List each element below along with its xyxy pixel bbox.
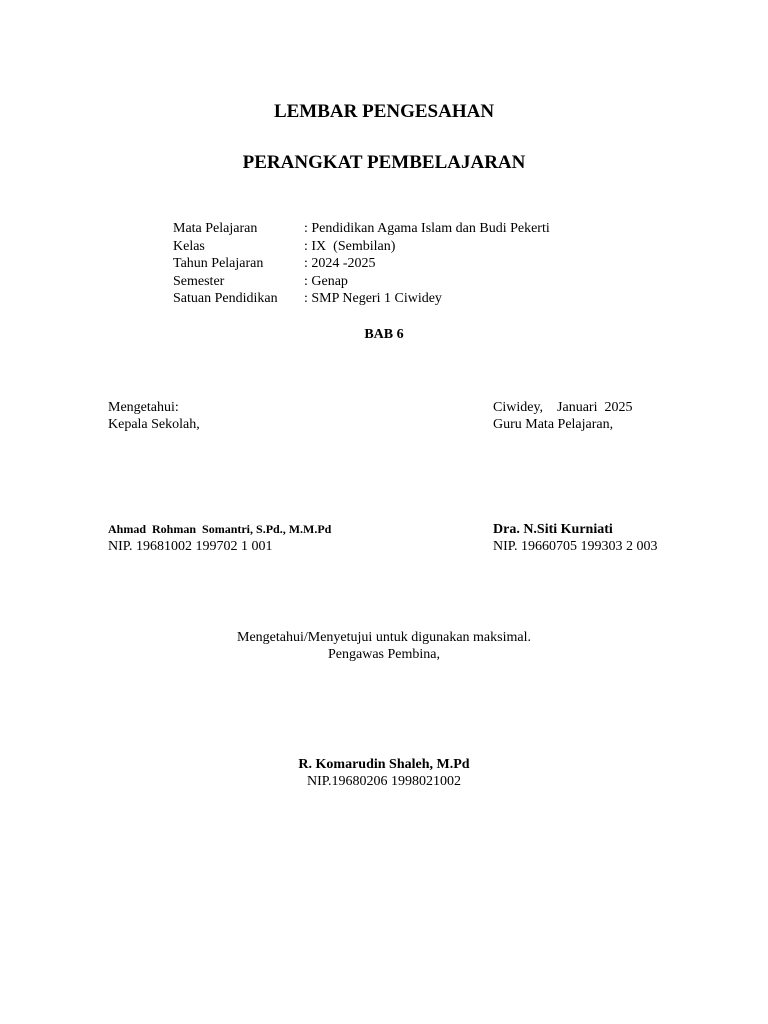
info-row-class [173, 238, 550, 256]
right-signatory-nip: NIP. 19660705 199303 2 003 [493, 539, 658, 554]
info-value: : Genap [304, 273, 348, 289]
right-signatory-line1: Ciwidey, Januari 2025 [493, 400, 633, 415]
info-value: : Pendidikan Agama Islam dan Budi Pekerti [304, 221, 550, 236]
document-subtitle: PERANGKAT PEMBELAJARAN [242, 152, 526, 173]
right-signatory-header [493, 399, 632, 433]
info-value: : IX (Sembilan) [304, 238, 396, 254]
info-row-year [173, 255, 550, 273]
supervisor-name: R. Komarudin Shaleh, M.Pd [298, 757, 470, 772]
left-signatory-line2: Kepala Sekolah, [108, 417, 200, 432]
info-value: : SMP Negeri 1 Ciwidey [304, 291, 442, 306]
supervisor-header [0, 629, 768, 663]
supervisor-line2: Pengawas Pembina, [328, 647, 440, 662]
info-label: Kelas [173, 238, 205, 254]
info-value: : 2024 -2025 [304, 256, 376, 271]
left-signatory-name: Ahmad Rohman Somantri, S.Pd., M.M.Pd [108, 522, 332, 536]
info-row-school [173, 290, 550, 308]
left-signatory-footer [108, 521, 331, 555]
supervisor-line1: Mengetahui/Menyetujui untuk digunakan maksimal. [237, 630, 531, 645]
info-row-subject [173, 220, 550, 238]
info-label: Tahun Pelajaran [173, 256, 264, 271]
left-signatory-header [108, 399, 200, 433]
supervisor-footer [0, 756, 768, 790]
chapter-heading: BAB 6 [364, 327, 404, 342]
right-signatory-line2: Guru Mata Pelajaran, [493, 417, 614, 432]
info-label: Semester [173, 273, 225, 289]
left-signatory-nip: NIP. 19681002 199702 1 001 [108, 539, 273, 554]
document-title: LEMBAR PENGESAHAN [273, 101, 495, 122]
supervisor-nip: NIP.19680206 1998021002 [306, 774, 461, 789]
left-signatory-line1: Mengetahui: [108, 400, 179, 415]
info-label: Satuan Pendidikan [173, 291, 278, 306]
info-label: Mata Pelajaran [173, 221, 258, 236]
right-signatory-footer [493, 521, 658, 555]
right-signatory-name: Dra. N.Siti Kurniati [493, 522, 613, 537]
info-table [173, 220, 550, 308]
info-row-semester [173, 273, 550, 291]
